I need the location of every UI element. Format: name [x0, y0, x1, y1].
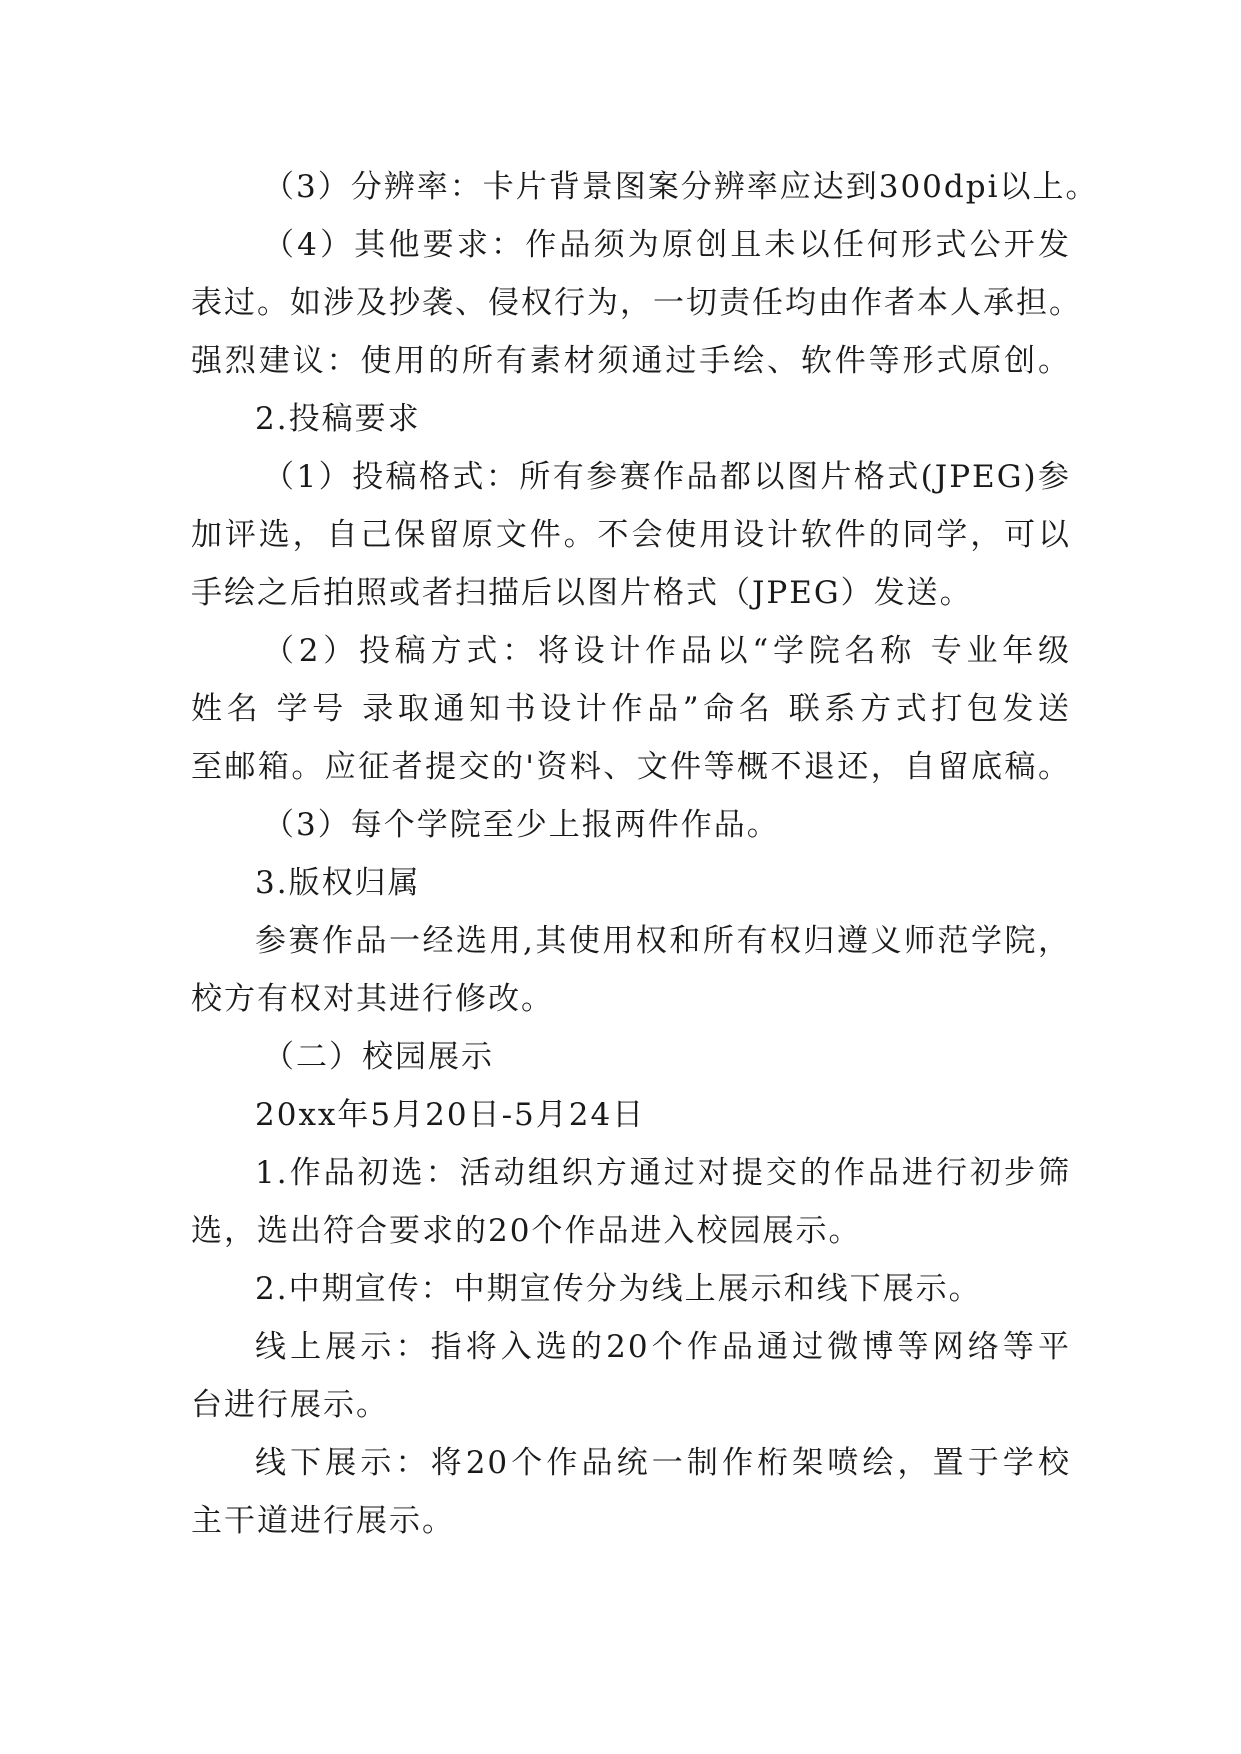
text-line: （3）分辨率：卡片背景图案分辨率应达到300dpi以上。	[263, 169, 1099, 205]
text-line: 2.中期宣传：中期宣传分为线上展示和线下展示。	[255, 1271, 982, 1307]
text-line: 主干道进行展示。	[191, 1503, 455, 1539]
text-line: 1.作品初选：活动组织方通过对提交的作品进行初步筛	[255, 1155, 1071, 1191]
text-line: （二）校园展示	[263, 1039, 494, 1075]
text-line: 强烈建议：使用的所有素材须通过手绘、软件等形式原创。	[191, 343, 1071, 379]
text-line: 至邮箱。应征者提交的'资料、文件等概不退还，自留底稿。	[191, 749, 1071, 785]
text-line: 2.投稿要求	[255, 401, 421, 437]
text-line: 台进行展示。	[191, 1387, 389, 1423]
text-line: 表过。如涉及抄袭、侵权行为，一切责任均由作者本人承担。	[191, 285, 1082, 321]
text-line: 加评选，自己保留原文件。不会使用设计软件的同学，可以	[191, 517, 1071, 553]
text-line: 手绘之后拍照或者扫描后以图片格式（JPEG）发送。	[191, 575, 973, 611]
text-line: 选，选出符合要求的20个作品进入校园展示。	[191, 1213, 862, 1249]
text-line: 3.版权归属	[255, 865, 421, 901]
text-line: 20xx年5月20日-5月24日	[255, 1097, 646, 1133]
text-line: 线上展示：指将入选的20个作品通过微博等网络等平	[255, 1329, 1071, 1365]
text-line: 线下展示：将20个作品统一制作桁架喷绘，置于学校	[255, 1445, 1071, 1481]
document-body	[191, 158, 1099, 1550]
text-line: （1）投稿格式：所有参赛作品都以图片格式(JPEG)参	[263, 459, 1071, 495]
text-line: 校方有权对其进行修改。	[191, 981, 554, 1017]
text-line: 姓名 学号 录取通知书设计作品”命名 联系方式打包发送	[191, 691, 1071, 727]
text-line: （4）其他要求：作品须为原创且未以任何形式公开发	[263, 227, 1071, 263]
text-line: 参赛作品一经选用,其使用权和所有权归遵义师范学院，	[255, 923, 1071, 959]
text-line: （2）投稿方式：将设计作品以“学院名称 专业年级	[263, 633, 1071, 669]
text-line: （3）每个学院至少上报两件作品。	[263, 807, 780, 843]
